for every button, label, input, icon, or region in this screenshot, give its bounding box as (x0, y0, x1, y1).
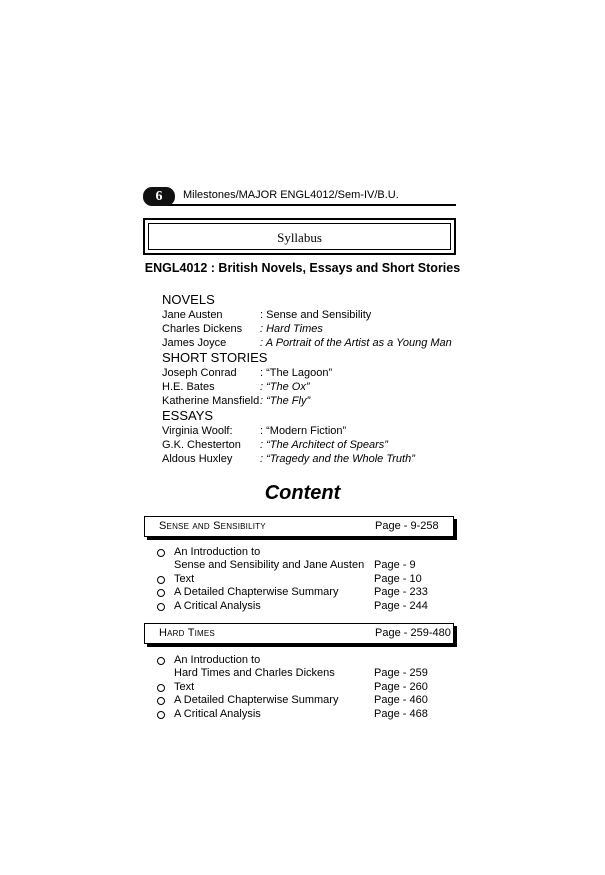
toc-item-label: An Introduction to (174, 546, 261, 558)
toc-item-label: A Detailed Chapterwise Summary (174, 586, 339, 599)
toc-item-label: Sense and Sensibility and Jane Austen (174, 559, 365, 572)
toc-item (157, 694, 457, 707)
syllabus-entry (162, 424, 452, 438)
toc-item-page: Page - 460 (374, 694, 428, 707)
course-title: ENGL4012 : British Novels, Essays and Short Stories (144, 261, 461, 275)
toc-item (157, 559, 457, 572)
toc-item-label: A Critical Analysis (174, 707, 261, 720)
toc-section-header (144, 623, 454, 644)
circle-bullet-icon (157, 697, 165, 705)
toc-section-range: Page - 9-258 (375, 520, 439, 532)
syllabus-heading-box (143, 218, 456, 255)
toc-section-range: Page - 259-480 (375, 627, 451, 639)
toc-list (157, 546, 457, 613)
running-header (143, 187, 456, 208)
page-number-badge: 6 (143, 187, 175, 206)
circle-bullet-icon (157, 576, 165, 584)
syllabus-entry (162, 380, 452, 394)
work-title: : Hard Times (260, 323, 323, 335)
circle-bullet-icon (157, 657, 165, 665)
toc-list (157, 654, 457, 721)
toc-item-label: Text (174, 680, 195, 693)
circle-bullet-icon (157, 711, 165, 719)
content-heading: Content (264, 482, 341, 504)
circle-bullet-icon (157, 684, 165, 692)
toc-item-label: A Detailed Chapterwise Summary (174, 694, 339, 707)
work-title: : “The Ox” (260, 381, 310, 393)
running-title: Milestones/MAJOR ENGL4012/Sem-IV/B.U. (183, 189, 399, 201)
toc-section-header (144, 516, 454, 537)
toc-item-page: Page - 10 (374, 572, 422, 585)
author-name: H.E. Bates (162, 381, 215, 393)
author-name: Joseph Conrad (162, 367, 237, 379)
syllabus-entry (162, 308, 452, 322)
toc-item-page: Page - 244 (374, 599, 428, 612)
syllabus-entry (162, 336, 452, 350)
syllabus-heading: Syllabus (148, 223, 451, 250)
work-title: : Sense and Sensibility (260, 309, 372, 321)
author-name: Virginia Woolf: (162, 425, 233, 437)
toc-item-label: An Introduction to (174, 654, 261, 666)
syllabus-list (162, 292, 452, 466)
toc-item-label: A Critical Analysis (174, 599, 261, 612)
section-heading: NOVELS (162, 292, 215, 307)
work-title: : “The Lagoon” (260, 367, 333, 379)
section-heading: ESSAYS (162, 408, 214, 423)
syllabus-entry (162, 322, 452, 336)
work-title: : A Portrait of the Artist as a Young Man (260, 337, 452, 349)
toc-item-page: Page - 260 (374, 680, 428, 693)
toc-item (157, 667, 457, 680)
work-title: : “Modern Fiction” (260, 425, 347, 437)
toc-item (157, 600, 457, 613)
syllabus-entry (162, 452, 452, 466)
toc-item (157, 573, 457, 586)
toc-item-page: Page - 9 (374, 559, 416, 572)
toc-item-page: Page - 233 (374, 586, 428, 599)
author-name: Jane Austen (162, 309, 223, 321)
circle-bullet-icon (157, 603, 165, 611)
toc-item (157, 708, 457, 721)
syllabus-entry (162, 366, 452, 380)
toc-item-label: Text (174, 572, 195, 585)
author-name: G.K. Chesterton (162, 439, 241, 451)
section-heading: SHORT STORIES (162, 350, 268, 365)
author-name: James Joyce (162, 337, 227, 349)
toc-item (157, 586, 457, 599)
work-title: : “Tragedy and the Whole Truth” (260, 453, 415, 465)
author-name: Katherine Mansfield (162, 395, 260, 407)
work-title: : “The Architect of Spears” (260, 439, 388, 451)
toc-item-page: Page - 259 (374, 667, 428, 680)
toc-item-label: Hard Times and Charles Dickens (174, 667, 335, 680)
syllabus-entry (162, 394, 452, 408)
toc-section-title: Hard Times (159, 627, 215, 639)
toc-item (157, 681, 457, 694)
author-name: Charles Dickens (162, 323, 243, 335)
header-rule (167, 204, 456, 206)
author-name: Aldous Huxley (162, 453, 233, 465)
toc-item (157, 654, 457, 667)
syllabus-entry (162, 438, 452, 452)
circle-bullet-icon (157, 589, 165, 597)
circle-bullet-icon (157, 549, 165, 557)
toc-item-page: Page - 468 (374, 707, 428, 720)
toc-item (157, 546, 457, 559)
toc-section-title: Sense and Sensibility (159, 520, 266, 532)
work-title: : “The Fly” (260, 395, 311, 407)
